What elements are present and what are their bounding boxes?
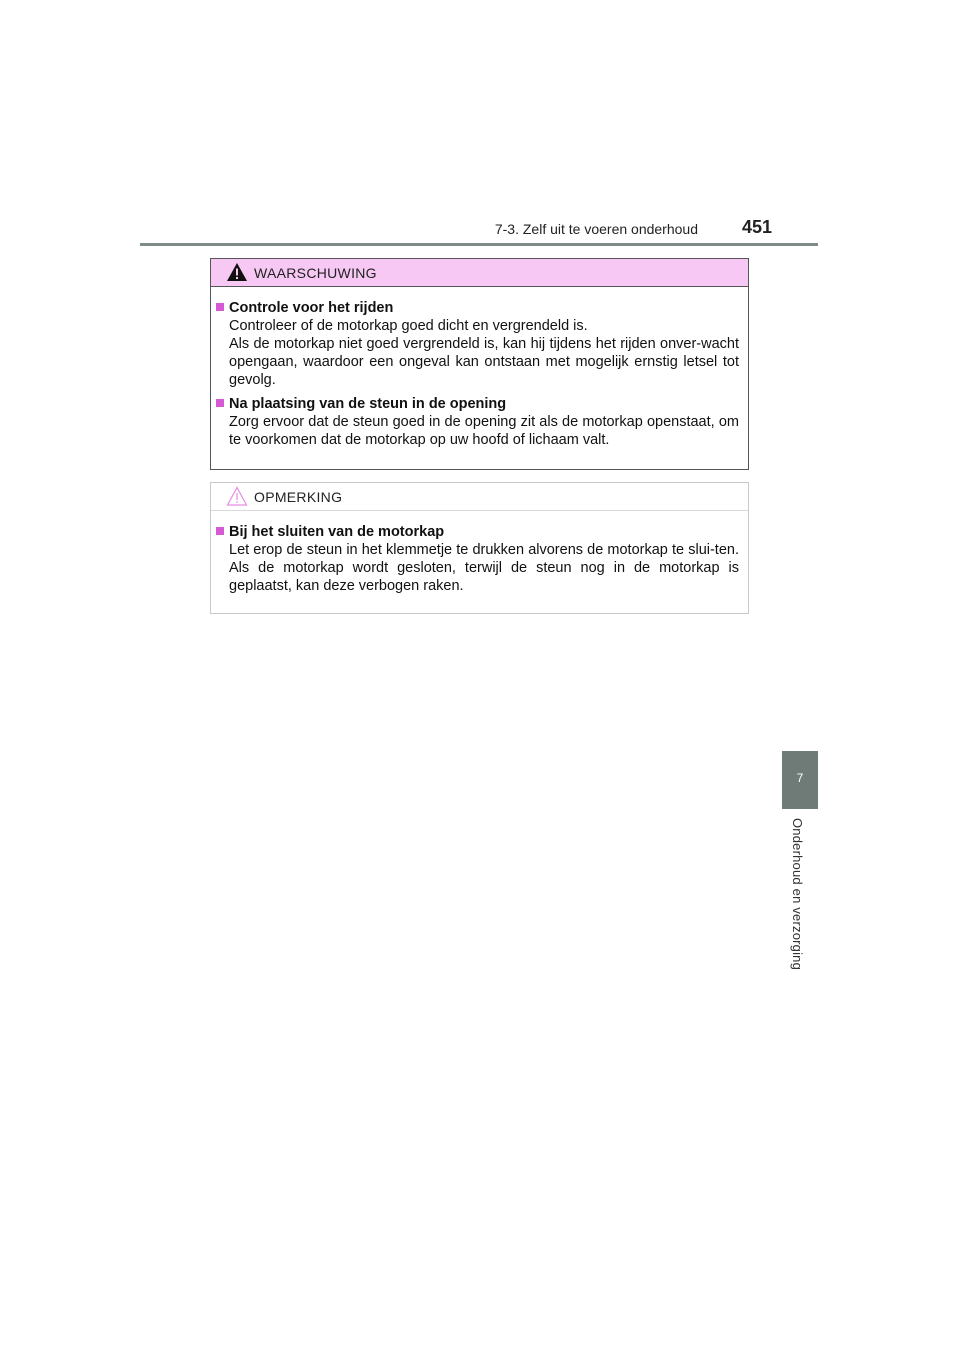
warning-title: WAARSCHUWING	[254, 265, 377, 281]
square-bullet-icon	[216, 303, 224, 311]
square-bullet-icon	[216, 527, 224, 535]
warning-body	[211, 287, 748, 449]
warning-box	[210, 258, 749, 470]
item-heading	[216, 523, 739, 541]
caution-triangle-icon	[226, 486, 248, 506]
item-heading	[216, 395, 739, 413]
chapter-number: 7	[796, 771, 804, 785]
notice-body	[211, 511, 748, 595]
chapter-title: Onderhoud en verzorging	[790, 818, 805, 971]
item-text	[229, 541, 739, 595]
notice-item	[216, 523, 739, 595]
square-bullet-icon	[216, 399, 224, 407]
item-title: Na plaatsing van de steun in de opening	[229, 396, 507, 412]
header-rule	[140, 243, 818, 246]
item-title: Controle voor het rijden	[229, 300, 394, 316]
item-paragraph: Als de motorkap niet goed vergrendeld is, kan hij tijdens het rijden onver-wacht opengaan, waardoor een ongeval kan ontstaan met mogelijk ernstig letsel tot gevolg.	[229, 336, 739, 388]
notice-header	[211, 483, 748, 511]
item-paragraph: Let erop de steun in het klemmetje te drukken alvorens de motorkap te slui-ten. Als de motorkap wordt gesloten, terwijl de steun nog in de motorkap is geplaatst, kan deze verbogen raken.	[229, 542, 739, 594]
item-heading	[216, 299, 739, 317]
item-paragraph: Controleer of de motorkap goed dicht en vergrendeld is.	[229, 318, 588, 334]
page-header	[140, 216, 818, 244]
warning-item	[216, 299, 739, 389]
item-paragraph: Zorg ervoor dat de steun goed in de opening zit als de motorkap openstaat, om te voorkomen dat de motorkap op uw hoofd of lichaam valt.	[229, 414, 739, 448]
item-title: Bij het sluiten van de motorkap	[229, 524, 445, 540]
item-text	[229, 413, 739, 449]
notice-title: OPMERKING	[254, 489, 343, 505]
notice-box	[210, 482, 749, 614]
warning-item	[216, 395, 739, 449]
chapter-tab	[782, 751, 818, 809]
warning-header	[211, 259, 748, 287]
section-title: 7-3. Zelf uit te voeren onderhoud	[494, 221, 698, 237]
page-number: 451	[741, 217, 772, 237]
warning-triangle-icon	[226, 262, 248, 282]
item-text	[229, 317, 739, 389]
